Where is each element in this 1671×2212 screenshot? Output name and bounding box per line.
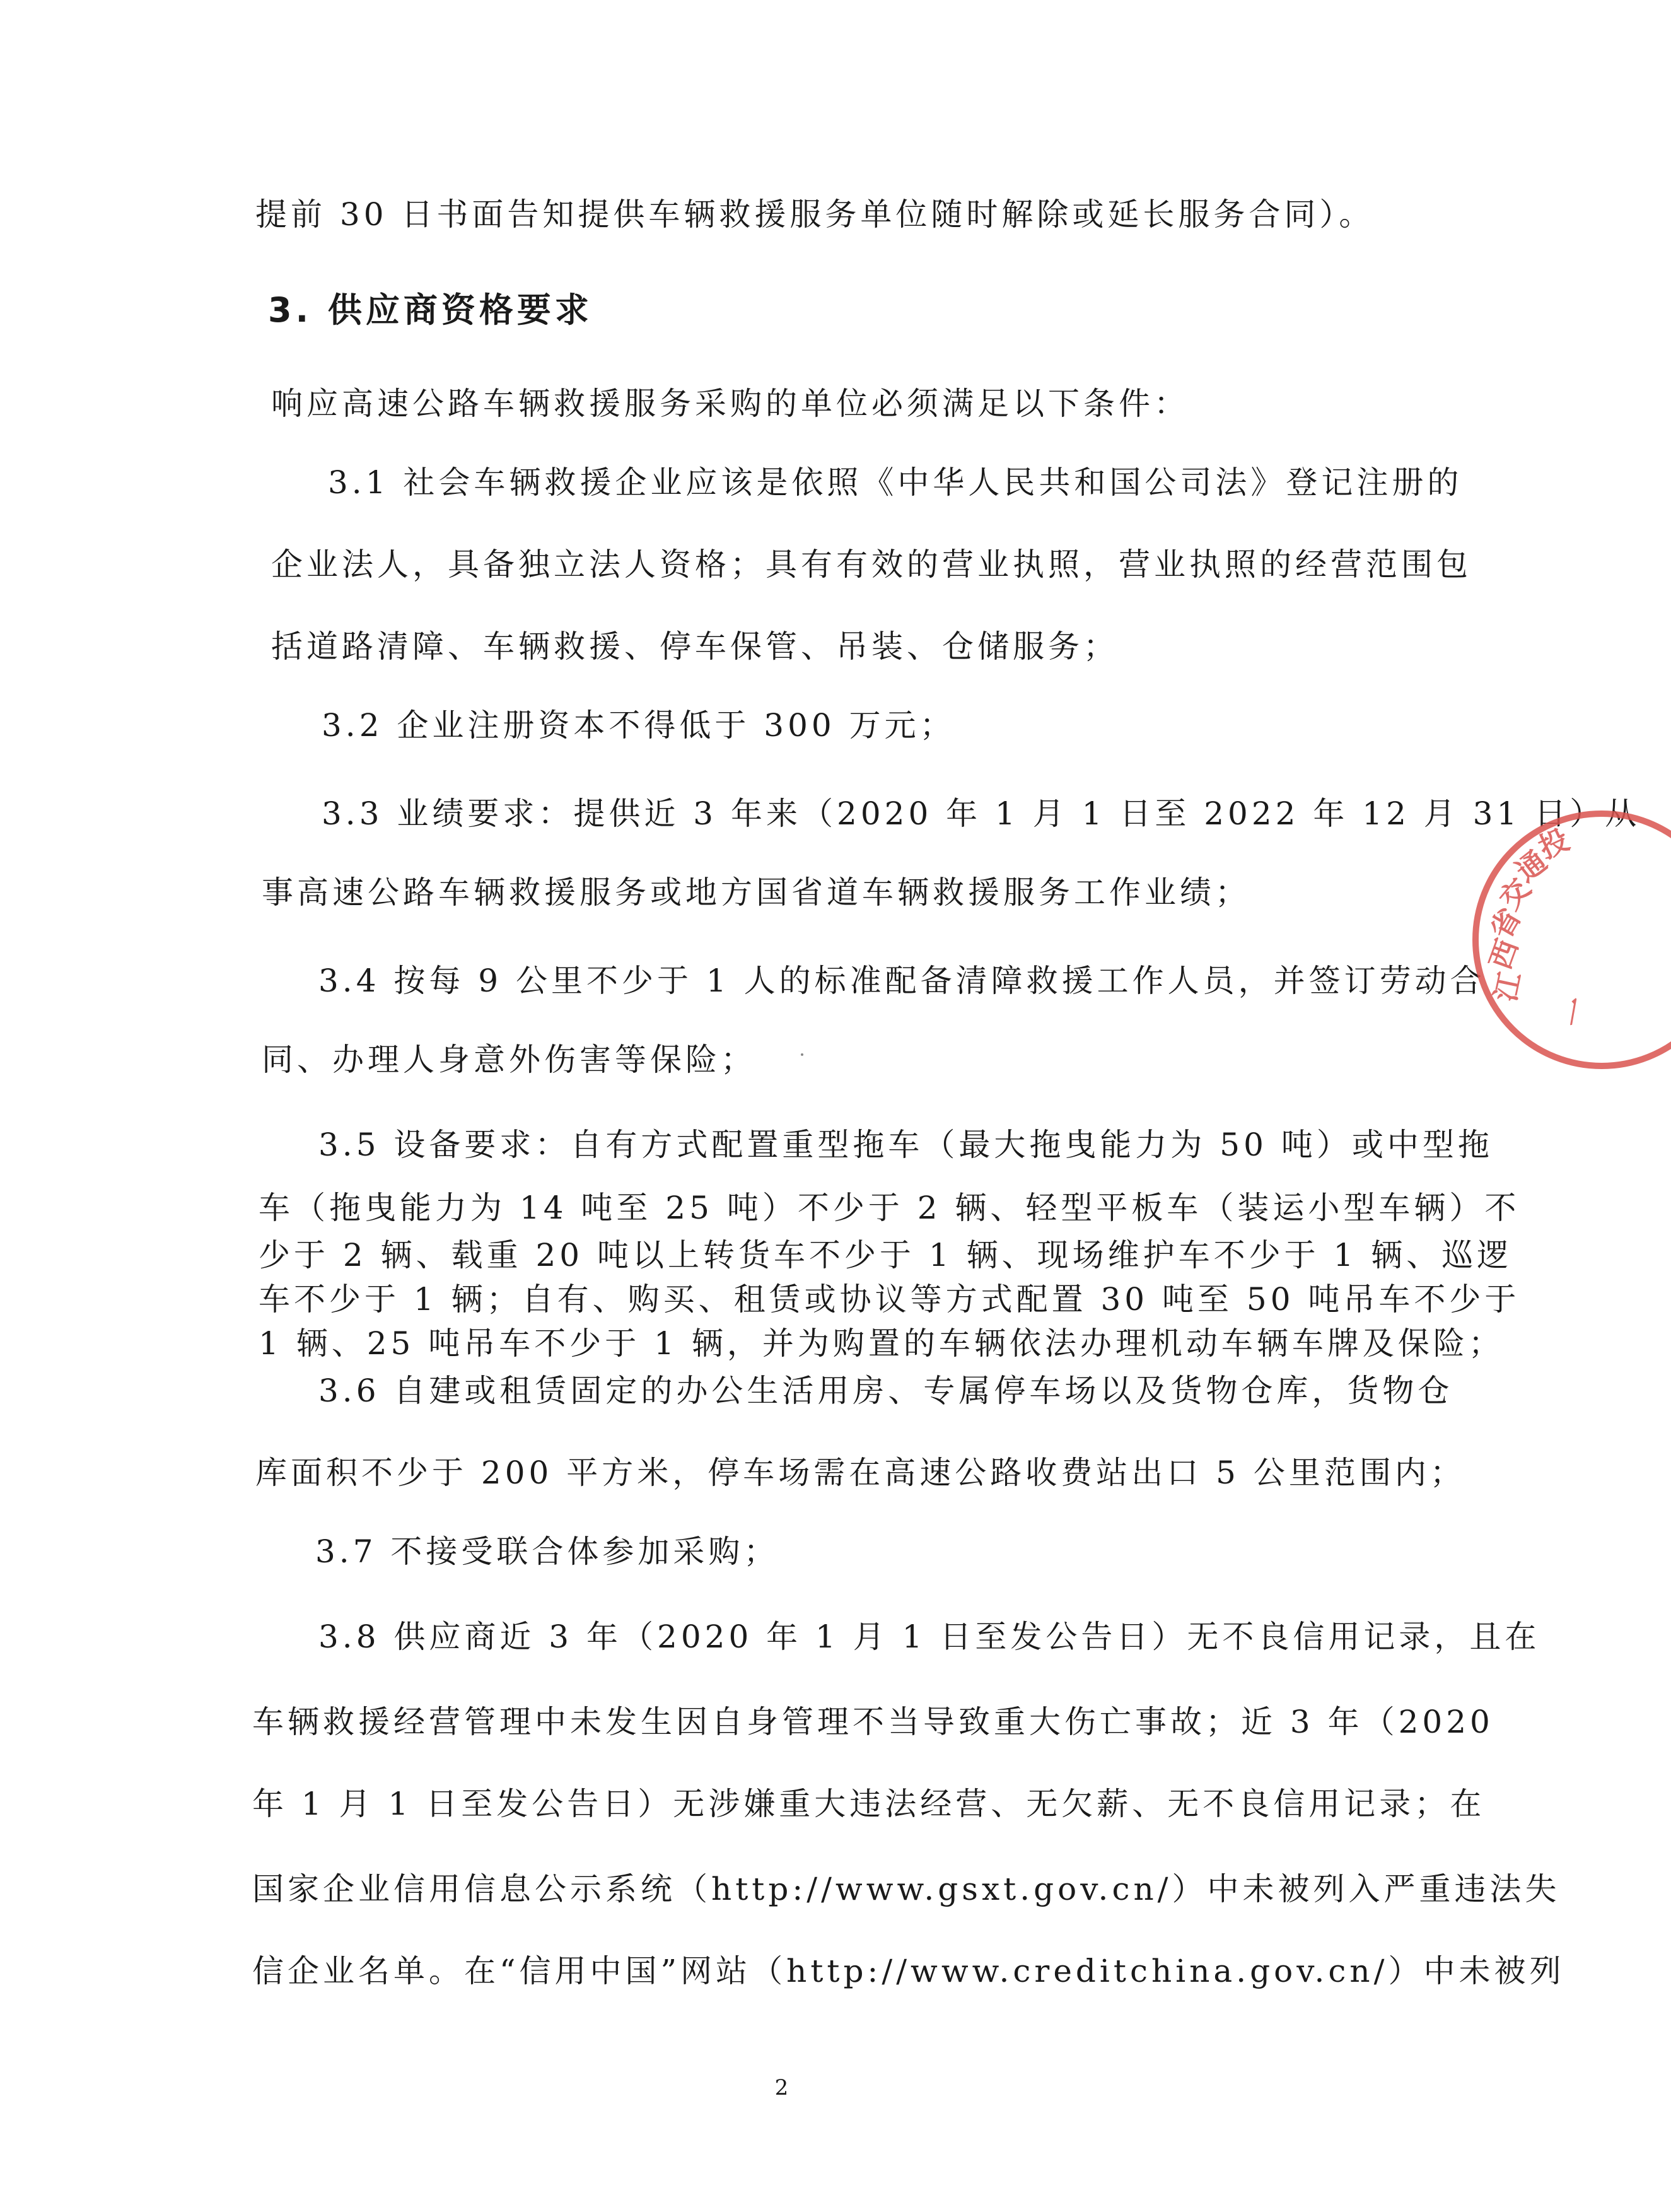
svg-text:投: 投 [1533, 822, 1575, 865]
svg-text:西: 西 [1482, 935, 1525, 974]
page-number: 2 [774, 2075, 789, 2100]
paragraph-line: 括道路清障、车辆救援、停车保管、吊装、仓储服务； [271, 628, 1119, 665]
paragraph-line: 企业法人，具备独立法人资格；具有有效的营业执照，营业执照的经营范围包 [271, 546, 1472, 583]
paragraph-line: 1 辆、25 吨吊车不少于 1 辆，并为购置的车辆依法办理机动车辆车牌及保险； [259, 1325, 1504, 1362]
svg-text:一: 一 [1556, 995, 1595, 1029]
paragraph-line: 提前 30 日书面告知提供车辆救援服务单位随时解除或延长服务合同）。 [255, 196, 1375, 233]
official-seal-stamp [1457, 801, 1671, 1079]
paragraph-line: 国家企业信用信息公示系统（http://www.gsxt.gov.cn/）中未被列入严重违法失 [252, 1871, 1561, 1907]
paragraph-line: 库面积不少于 200 平方米，停车场需在高速公路收费站出口 5 公里范围内； [255, 1454, 1465, 1491]
section-heading: 3. 供应商资格要求 [268, 290, 593, 330]
paragraph-line: 3.7 不接受联合体参加采购； [315, 1533, 779, 1570]
svg-text:江: 江 [1488, 969, 1528, 1005]
paragraph-line: 车不少于 1 辆；自有、购买、租赁或协议等方式配置 30 吨至 50 吨吊车不少于 [259, 1281, 1520, 1318]
paragraph-line: 3.8 供应商近 3 年（2020 年 1 月 1 日至发公告日）无不良信用记录，且在 [318, 1618, 1540, 1655]
paragraph-line: 3.6 自建或租赁固定的办公生活用房、专属停车场以及货物仓库，货物仓 [318, 1372, 1453, 1409]
paragraph-line: 车（拖曳能力为 14 吨至 25 吨）不少于 2 辆、轻型平板车（装运小型车辆）不 [259, 1190, 1520, 1226]
paragraph-line: 3.2 企业注册资本不得低于 300 万元； [322, 707, 955, 744]
paragraph-line: 3.4 按每 9 公里不少于 1 人的标准配备清障救援工作人员，并签订劳动合 [318, 963, 1486, 999]
paragraph-line: 同、办理人身意外伤害等保险； [262, 1041, 756, 1078]
svg-text:交: 交 [1493, 872, 1537, 916]
paragraph-line: 车辆救援经营管理中未发生因自身管理不当导致重大伤亡事故；近 3 年（2020 [252, 1704, 1494, 1740]
paragraph-line: 少于 2 辆、载重 20 吨以上转货车不少于 1 辆、现场维护车不少于 1 辆、巡逻 [259, 1237, 1513, 1273]
svg-text:省: 省 [1483, 902, 1528, 945]
paragraph-line: 事高速公路车辆救援服务或地方国省道车辆救援服务工作业绩； [262, 874, 1250, 911]
paragraph-line: 响应高速公路车辆救援服务采购的单位必须满足以下条件： [271, 385, 1189, 422]
paragraph-line: 3.1 社会车辆救援企业应该是依照《中华人民共和国公司法》登记注册的 [328, 464, 1463, 501]
scan-artifact [801, 1053, 803, 1056]
paragraph-line: 信企业名单。在“信用中国”网站（http://www.creditchina.gov.cn/）中未被列 [252, 1953, 1565, 1989]
paragraph-line: 3.5 设备要求：自有方式配置重型拖车（最大拖曳能力为 50 吨）或中型拖 [318, 1126, 1493, 1163]
paragraph-line: 年 1 月 1 日至发公告日）无涉嫌重大违法经营、无欠薪、无不良信用记录；在 [252, 1786, 1486, 1822]
paragraph-line: 3.3 业绩要求：提供近 3 年来（2020 年 1 月 1 日至 2022 年 12 月 31 日）从 [322, 795, 1641, 832]
svg-text:通: 通 [1509, 843, 1554, 889]
